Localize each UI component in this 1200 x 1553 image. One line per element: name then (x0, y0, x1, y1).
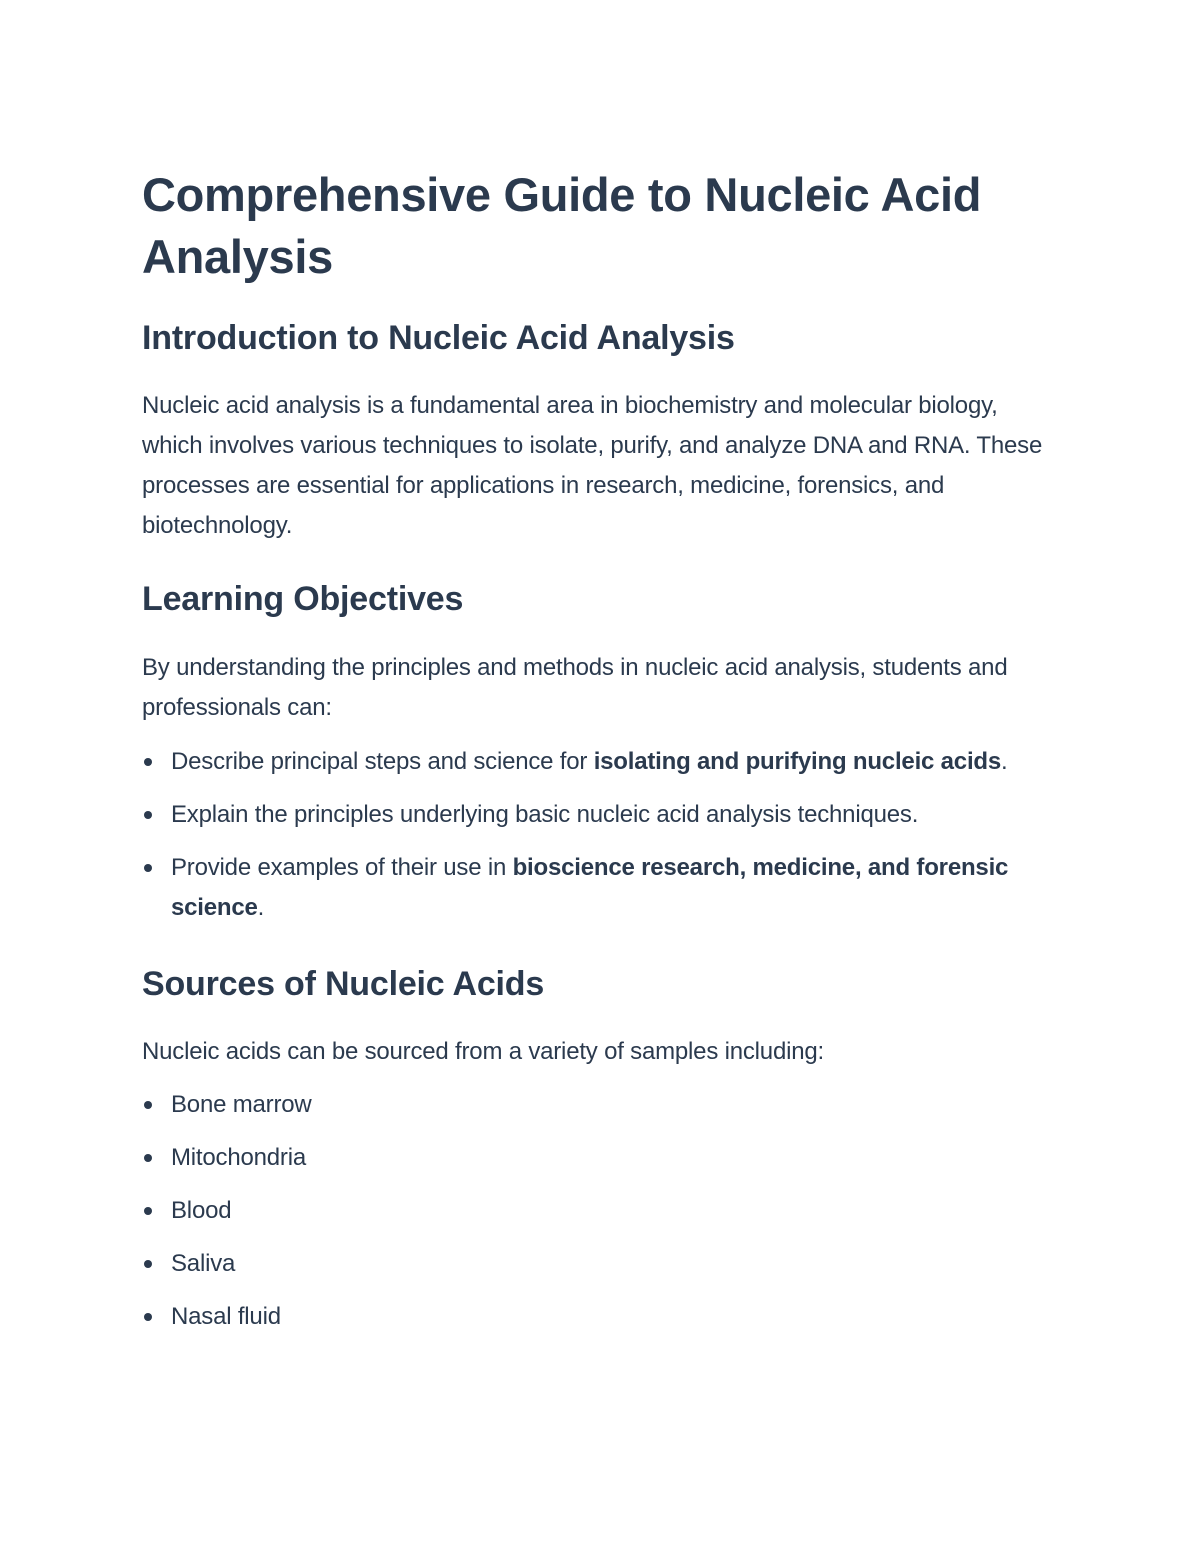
list-item-text-end: . (1001, 748, 1008, 775)
list-item-text: Blood (171, 1197, 232, 1224)
bullet-icon (144, 1207, 152, 1215)
introduction-paragraph: Nucleic acid analysis is a fundamental area in biochemistry and molecular biology, which involves various techniques to isolate, purify, and analyze DNA and RNA. These processes are essential for applications in research, medicine, forensics, and biotechnology. (142, 392, 1043, 539)
bullet-icon (144, 864, 152, 872)
bullet-icon (144, 758, 152, 766)
list-item-text: Mitochondria (171, 1144, 307, 1171)
bullet-icon (144, 1260, 152, 1268)
learning-objectives-list (142, 742, 1062, 928)
list-item-text-end: . (257, 894, 265, 921)
list-item-text: Bone marrow (171, 1091, 312, 1118)
list-item-text: Nasal fluid (171, 1303, 281, 1330)
document-title: Comprehensive Guide to Nucleic Acid Analysis (142, 168, 982, 283)
list-item-text: Explain the principles underlying basic nucleic acid analysis techniques. (171, 801, 919, 828)
list-item-bold-text: isolating and purifying nucleic acids (593, 748, 1002, 775)
list-item (142, 1191, 1062, 1231)
list-item-text: Saliva (171, 1250, 236, 1277)
list-item-text: Describe principal steps and science for (171, 748, 594, 775)
list-item (142, 1244, 1062, 1284)
list-item (142, 1138, 1062, 1178)
sources-list (142, 1085, 1062, 1337)
list-item (142, 1297, 1062, 1337)
learning-objectives-paragraph: By understanding the principles and methods in nucleic acid analysis, students and professionals can: (142, 654, 1008, 721)
section-heading-introduction: Introduction to Nucleic Acid Analysis (142, 319, 735, 357)
sources-paragraph: Nucleic acids can be sourced from a variety of samples including: (142, 1038, 824, 1065)
list-item-bold-text: bioscience research, medicine, and forensic science (171, 854, 1009, 921)
document-page (142, 164, 1062, 1337)
section-heading-sources: Sources of Nucleic Acids (142, 965, 545, 1003)
list-item (142, 1085, 1062, 1125)
bullet-icon (144, 811, 152, 819)
bullet-icon (144, 1313, 152, 1321)
list-item (142, 795, 1062, 835)
list-item (142, 742, 1062, 782)
section-heading-learning-objectives: Learning Objectives (142, 580, 464, 618)
list-item-text: Provide examples of their use in (171, 854, 513, 881)
bullet-icon (144, 1154, 152, 1162)
list-item (142, 848, 1062, 928)
bullet-icon (144, 1101, 152, 1109)
